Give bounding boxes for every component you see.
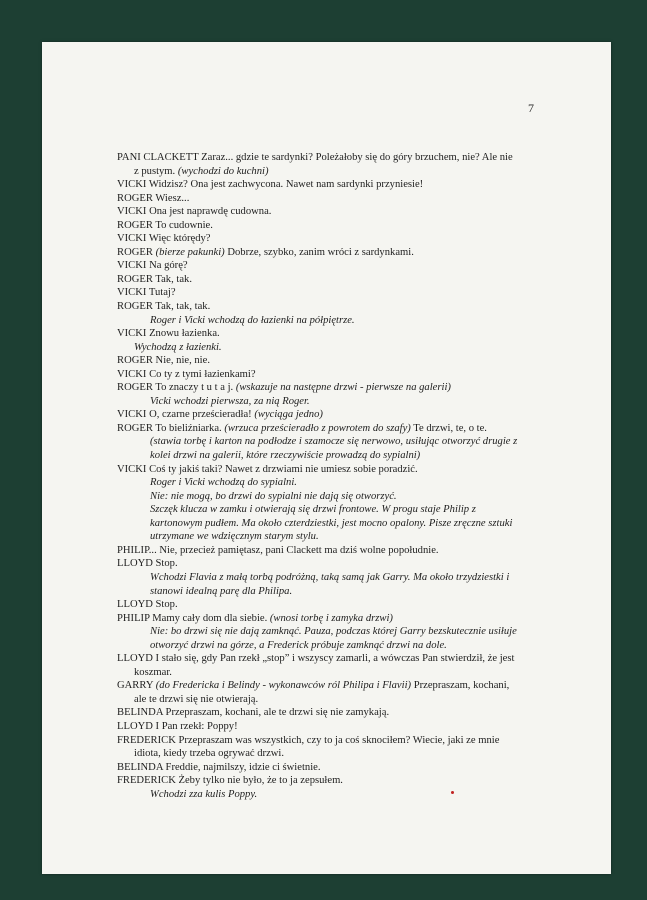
stage-direction: Wychodzą z łazienki. <box>134 341 222 353</box>
script-line <box>117 327 547 341</box>
script-line <box>117 381 547 395</box>
script-line <box>117 273 547 287</box>
dialogue-text: idiota, kiedy trzeba ogrywać drzwi. <box>134 748 285 760</box>
script-line <box>117 435 547 449</box>
stage-direction: (stawia torbę i karton na podłodze i szamocze się nerwowo, usiłując otworzyć drugie z <box>150 436 518 448</box>
script-line <box>117 178 547 192</box>
stage-direction: (bierze pakunki) <box>155 246 225 258</box>
script-line <box>117 639 547 653</box>
script-line <box>117 354 547 368</box>
dialogue-text: ale te drzwi się nie otwierają. <box>134 693 259 705</box>
stage-direction: (wnosi torbę i zamyka drzwi) <box>269 612 393 624</box>
script-line <box>117 666 547 680</box>
stage-direction: Nie: bo drzwi się nie dają zamknąć. Pauza, podczas której Garry bezskutecznie usiłuje <box>150 626 517 638</box>
dialogue-text: ROGER To bieliźniarka. <box>117 422 225 434</box>
dialogue-text: BELINDA Freddie, najmilszy, idzie ci świetnie. <box>117 761 321 773</box>
dialogue-text: VICKI Ona jest naprawdę cudowna. <box>117 206 272 218</box>
script-line <box>117 557 547 571</box>
dialogue-text: LLOYD Stop. <box>117 558 178 570</box>
dialogue-text: PHILIP Mamy cały dom dla siebie. <box>117 612 270 624</box>
stage-direction: (wychodzi do kuchni) <box>177 165 269 177</box>
script-line <box>117 598 547 612</box>
script-line <box>117 259 547 273</box>
dialogue-text: FREDERICK Przepraszam was wszystkich, czy to ja coś sknociłem? Wiecie, jaki ze mnie <box>117 734 500 746</box>
script-line <box>117 585 547 599</box>
script-line <box>117 449 547 463</box>
script-line <box>117 463 547 477</box>
stage-direction: otworzyć drzwi na górze, a Frederick próbuje zamknąć drzwi na dole. <box>150 639 447 651</box>
stage-direction: Szczęk klucza w zamku i otwierają się drzwi frontowe. W progu staje Philip z <box>150 504 476 516</box>
dialogue-text: VICKI Tutaj? <box>117 287 176 299</box>
dialogue-text: VICKI Znowu łazienka. <box>117 328 220 340</box>
dialogue-text: Te drzwi, te, o te. <box>410 422 487 434</box>
script-line <box>117 151 547 165</box>
stage-direction: (do Fredericka i Belindy - wykonawców ról Philipa i Flavii) <box>155 680 412 692</box>
script-line <box>117 503 547 517</box>
dialogue-text: BELINDA Przepraszam, kochani, ale te drzwi się nie zamykają. <box>117 707 390 719</box>
script-line <box>117 395 547 409</box>
script-line <box>117 300 547 314</box>
dialogue-text: ROGER To znaczy t u t a j. <box>117 382 236 394</box>
dialogue-text: ROGER Wiesz... <box>117 192 190 204</box>
script-line <box>117 341 547 355</box>
stage-direction: Roger i Vicki wchodzą do łazienki na półpiętrze. <box>150 314 355 326</box>
dialogue-text: Dobrze, szybko, zanim wróci z sardynkami. <box>224 246 414 258</box>
script-line <box>117 219 547 233</box>
script-line <box>117 408 547 422</box>
script-line <box>117 693 547 707</box>
script-line <box>117 544 547 558</box>
script-line <box>117 192 547 206</box>
stage-direction: (wskazuje na następne drzwi - pierwsze na galerii) <box>235 382 451 394</box>
stage-direction: Vicki wchodzi pierwsza, za nią Roger. <box>150 395 310 407</box>
dialogue-text: koszmar. <box>134 666 172 678</box>
script-line <box>117 625 547 639</box>
dialogue-text: VICKI Na górę? <box>117 260 188 272</box>
dialogue-text: z pustym. <box>134 165 178 177</box>
script-line <box>117 774 547 788</box>
script-line <box>117 368 547 382</box>
script-line <box>117 788 547 802</box>
script-line <box>117 571 547 585</box>
script-line <box>117 232 547 246</box>
dialogue-text: ROGER <box>117 246 156 258</box>
dialogue-text: VICKI O, czarne prześcieradła! <box>117 409 255 421</box>
page-number: 7 <box>528 101 534 115</box>
dialogue-text: FREDERICK Żeby tylko nie było, że to ja zepsułem. <box>117 775 343 787</box>
stage-direction: kolei drzwi na galerii, które rzeczywiście prowadzą do sypialni) <box>150 450 421 462</box>
stage-direction: (wyciąga jedno) <box>254 409 323 421</box>
script-line <box>117 517 547 531</box>
dialogue-text: GARRY <box>117 680 156 692</box>
stage-direction: Roger i Vicki wchodzą do sypialni. <box>150 477 297 489</box>
script-line <box>117 652 547 666</box>
dialogue-text: ROGER Tak, tak, tak. <box>117 301 211 313</box>
red-speck-mark <box>451 791 454 794</box>
script-line <box>117 490 547 504</box>
dialogue-text: Przepraszam, kochani, <box>411 680 510 692</box>
script-line <box>117 165 547 179</box>
stage-direction: (wrzuca prześcieradło z powrotem do szafy) <box>224 422 411 434</box>
dialogue-text: LLOYD I stało się, gdy Pan rzekł „stop” i wszyscy zamarli, a wówczas Pan stwierdził, że jest <box>117 653 515 665</box>
dialogue-text: ROGER To cudownie. <box>117 219 213 231</box>
dialogue-text: LLOYD Stop. <box>117 599 178 611</box>
stage-direction: Nie: nie mogą, bo drzwi do sypialni nie dają się otworzyć. <box>150 490 397 502</box>
script-line <box>117 530 547 544</box>
script-line <box>117 476 547 490</box>
script-line <box>117 314 547 328</box>
script-line <box>117 734 547 748</box>
script-line <box>117 286 547 300</box>
script-line <box>117 422 547 436</box>
script-line <box>117 747 547 761</box>
dialogue-text: VICKI Co ty z tymi łazienkami? <box>117 368 256 380</box>
stage-direction: utrzymane we wdzięcznym starym stylu. <box>150 531 319 543</box>
dialogue-text: VICKI Więc którędy? <box>117 233 211 245</box>
script-line <box>117 246 547 260</box>
script-line <box>117 761 547 775</box>
script-line <box>117 720 547 734</box>
script-line <box>117 679 547 693</box>
dialogue-text: ROGER Nie, nie, nie. <box>117 355 210 367</box>
stage-direction: kartonowym pudłem. Ma około czterdziestki, jest mocno opalony. Pisze zręczne sztuki <box>150 517 513 529</box>
dialogue-text: ROGER Tak, tak. <box>117 273 192 285</box>
stage-direction: stanowi idealną parę dla Philipa. <box>150 585 293 597</box>
script-line <box>117 706 547 720</box>
dialogue-text: VICKI Coś ty jakiś taki? Nawet z drzwiami nie umiesz sobie poradzić. <box>117 463 418 475</box>
script-line <box>117 612 547 626</box>
stage-direction: Wchodzi zza kulis Poppy. <box>150 788 258 800</box>
dialogue-text: PANI CLACKETT Zaraz... gdzie te sardynki? Poleżałoby się do góry brzuchem, nie? Ale nie <box>117 152 513 163</box>
dialogue-text: VICKI Widzisz? Ona jest zachwycona. Nawet nam sardynki przyniesie! <box>117 179 424 191</box>
dialogue-text: PHILIP... Nie, przecież pamiętasz, pani Clackett ma dziś wolne popołudnie. <box>117 544 439 556</box>
stage-direction: Wchodzi Flavia z małą torbą podróżną, taką samą jak Garry. Ma około trzydziestki i <box>150 571 510 583</box>
dialogue-text: LLOYD I Pan rzekł: Poppy! <box>117 720 238 732</box>
script-line <box>117 205 547 219</box>
script-text <box>117 151 547 801</box>
